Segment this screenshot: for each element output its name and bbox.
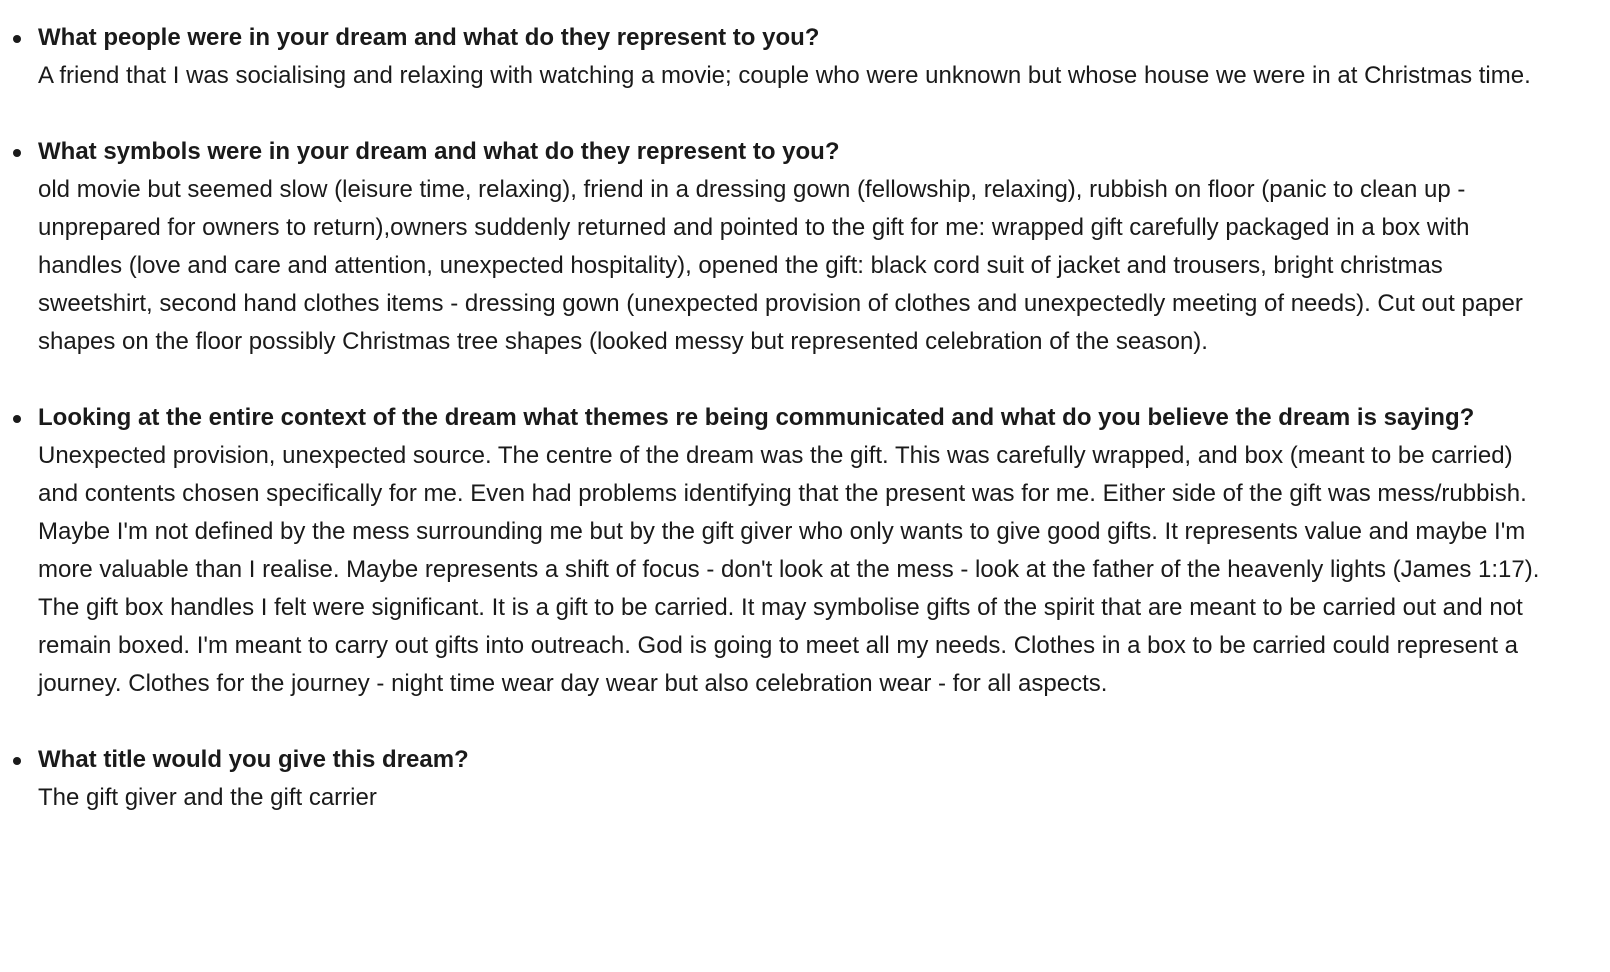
bullet-icon — [13, 35, 21, 43]
answer-text: old movie but seemed slow (leisure time, relaxing), friend in a dressing gown (fellowship, relaxing), rubbish on floor (panic to clean up - unprepared for owners to return),owners suddenly returned and pointed to the gift for me: wrapped gift carefully packaged in a box with handles (love and care and attention, unexpected hospitality), opened the gift: black cord suit of jacket and trousers, bright christmas sweetshirt, second hand clothes items - dressing gown (unexpected provision of clothes and unexpectedly meeting of needs). Cut out paper shapes on the floor possibly Christmas tree shapes (looked messy but represented celebration of the season). — [38, 176, 1523, 355]
answer-text: The gift giver and the gift carrier — [38, 784, 377, 811]
list-item-title — [0, 741, 1610, 817]
bullet-icon — [13, 757, 21, 765]
question-text: Looking at the entire context of the dream what themes re being communicated and what do you believe the dream is saying? — [38, 404, 1475, 431]
list-item-symbols — [0, 133, 1610, 361]
answer-text: A friend that I was socialising and relaxing with watching a movie; couple who were unknown but whose house we were in at Christmas time. — [38, 62, 1531, 89]
list-item-themes — [0, 399, 1610, 703]
question-text: What symbols were in your dream and what do they represent to you? — [38, 138, 840, 165]
answer-text: Unexpected provision, unexpected source. The centre of the dream was the gift. This was carefully wrapped, and box (meant to be carried) and contents chosen specifically for me. Even had problems identifying that the present was for me. Either side of the gift was mess/rubbish. Maybe I'm not defined by the mess surrounding me but by the gift giver who only wants to give good gifts. It represents value and maybe I'm more valuable than I realise. Maybe represents a shift of focus - don't look at the mess - look at the father of the heavenly lights (James 1:17). The gift box handles I felt were significant. It is a gift to be carried. It may symbolise gifts of the spirit that are meant to be carried out and not remain boxed. I'm meant to carry out gifts into outreach. God is going to meet all my needs. Clothes in a box to be carried could represent a journey. Clothes for the journey - night time wear day wear but also celebration wear - for all aspects. — [38, 442, 1540, 697]
bullet-icon — [13, 149, 21, 157]
question-text: What title would you give this dream? — [38, 746, 469, 773]
question-text: What people were in your dream and what do they represent to you? — [38, 24, 820, 51]
dream-questionnaire-list — [0, 19, 1610, 817]
bullet-icon — [13, 415, 21, 423]
list-item-people — [0, 19, 1610, 95]
